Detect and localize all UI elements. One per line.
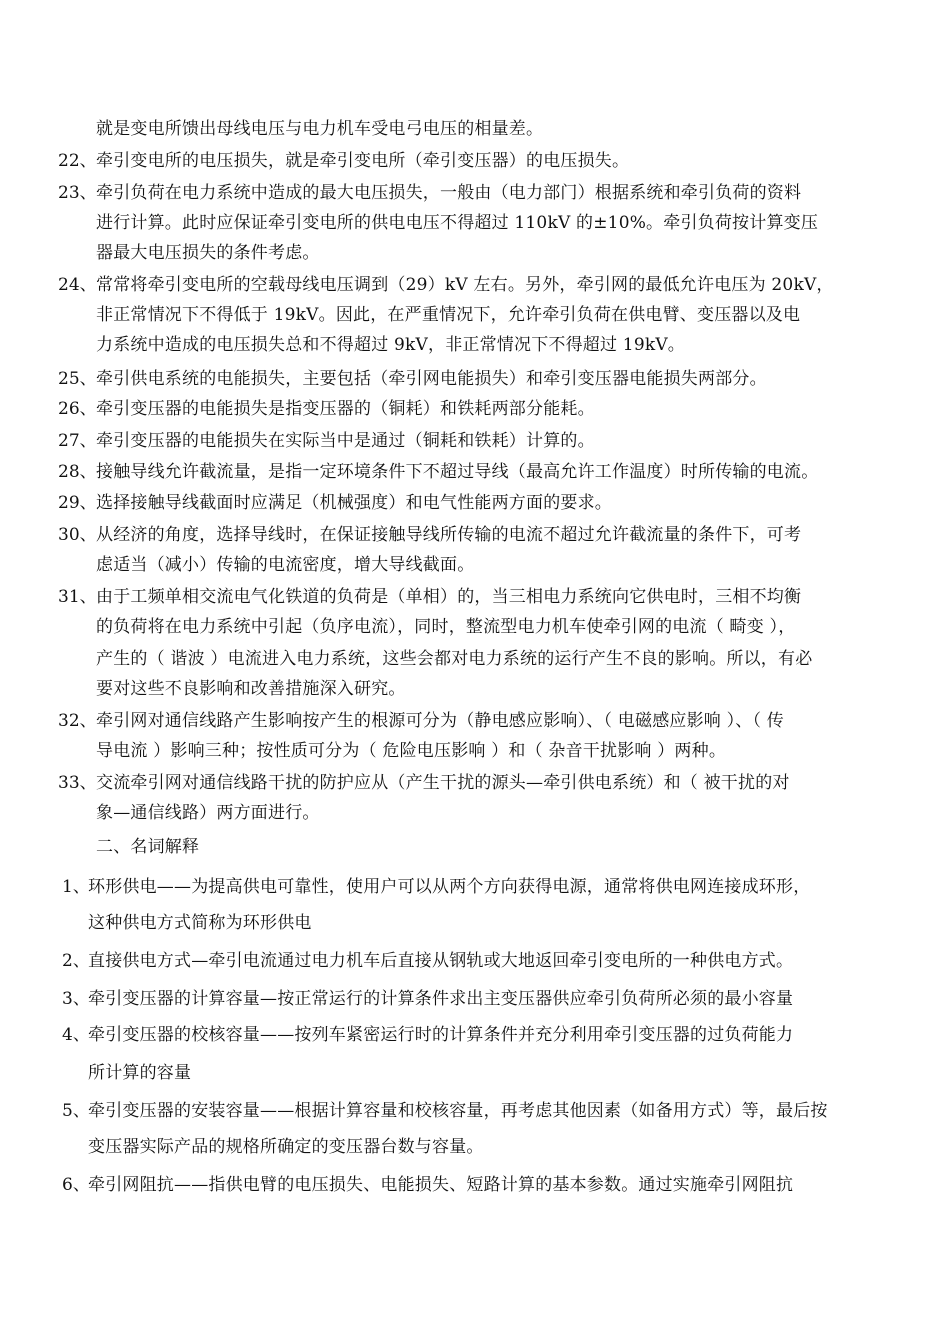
item-number: 1、 xyxy=(62,877,90,897)
item-line: 牵引变压器的计算容量—按正常运行的计算条件求出主变压器供应牵引负荷所必须的最小容量 xyxy=(88,989,794,1009)
item-line: 器最大电压损失的条件考虑。 xyxy=(96,243,320,263)
item-line: 交流牵引网对通信线路干扰的防护应从（产生干扰的源头—牵引供电系统）和（ 被干扰的对 xyxy=(96,773,790,793)
item-line: 牵引变压器的电能损失是指变压器的（铜耗）和铁耗两部分能耗。 xyxy=(96,399,595,419)
item-line: 导电流 ）影响三种；按性质可分为（ 危险电压影响 ）和（ 杂音干扰影响 ）两种。 xyxy=(96,741,727,761)
item-number: 32、 xyxy=(58,711,97,731)
item-line: 直接供电方式—牵引电流通过电力机车后直接从钢轨或大地返回牵引变电所的一种供电方式。 xyxy=(88,951,794,971)
section-heading: 二、名词解释 xyxy=(96,837,200,857)
item-line: 牵引网对通信线路产生影响按产生的根源可分为（静电感应影响）、（ 电磁感应影响 ）、（ 传 xyxy=(96,711,785,731)
item-line: 从经济的角度，选择导线时，在保证接触导线所传输的电流不超过允许截流量的条件下，可考 xyxy=(96,525,802,545)
item-number: 22、 xyxy=(58,151,97,171)
item-line: 的负荷将在电力系统中引起（负序电流），同时，整流型电力机车使牵引网的电流（ 畸变 ）， xyxy=(96,617,796,637)
item-line: 象—通信线路）两方面进行。 xyxy=(96,803,320,823)
item-line: 常常将牵引变电所的空载母线电压调到（29）kV 左右。另外，牵引网的最低允许电压为 20kV， xyxy=(96,275,834,295)
item-line: 牵引网阻抗——指供电臂的电压损失、电能损失、短路计算的基本参数。通过实施牵引网阻抗 xyxy=(88,1175,794,1195)
item-line: 环形供电——为提高供电可靠性，使用户可以从两个方向获得电源，通常将供电网连接成环形， xyxy=(88,877,811,897)
item-number: 6、 xyxy=(62,1175,90,1195)
item-number: 26、 xyxy=(58,399,97,419)
item-number: 23、 xyxy=(58,183,97,203)
item-line: 变压器实际产品的规格所确定的变压器台数与容量。 xyxy=(88,1137,484,1157)
item-line: 牵引变电所的电压损失，就是牵引变电所（牵引变压器）的电压损失。 xyxy=(96,151,630,171)
item-number: 3、 xyxy=(62,989,90,1009)
item-line: 接触导线允许截流量，是指一定环境条件下不超过导线（最高允许工作温度）时所传输的电流。 xyxy=(96,462,819,482)
item-line: 产生的（ 谐波 ）电流进入电力系统，这些会都对电力系统的运行产生不良的影响。所以，有必 xyxy=(96,649,813,669)
item-line: 牵引供电系统的电能损失，主要包括（牵引网电能损失）和牵引变压器电能损失两部分。 xyxy=(96,369,767,389)
item-number: 31、 xyxy=(58,587,97,607)
item-line: 选择接触导线截面时应满足（机械强度）和电气性能两方面的要求。 xyxy=(96,493,612,513)
item-number: 2、 xyxy=(62,951,90,971)
item-number: 4、 xyxy=(62,1025,90,1045)
item-number: 25、 xyxy=(58,369,97,389)
item-number: 30、 xyxy=(58,525,97,545)
item-line: 牵引变压器的校核容量——按列车紧密运行时的计算条件并充分利用牵引变压器的过负荷能力 xyxy=(88,1025,794,1045)
item-line: 牵引变压器的安装容量——根据计算容量和校核容量，再考虑其他因素（如备用方式）等，最后按 xyxy=(88,1101,828,1121)
item-line: 非正常情况下不得低于 19kV。因此，在严重情况下，允许牵引负荷在供电臂、变压器以及电 xyxy=(96,305,801,325)
item-number: 29、 xyxy=(58,493,97,513)
item-number: 27、 xyxy=(58,431,97,451)
item-line: 由于工频单相交流电气化铁道的负荷是（单相）的，当三相电力系统向它供电时，三相不均衡 xyxy=(96,587,802,607)
item-line: 牵引变压器的电能损失在实际当中是通过（铜耗和铁耗）计算的。 xyxy=(96,431,595,451)
item-line: 所计算的容量 xyxy=(88,1063,192,1083)
item-line: 牵引负荷在电力系统中造成的最大电压损失，一般由（电力部门）根据系统和牵引负荷的资料 xyxy=(96,183,802,203)
item-number: 24、 xyxy=(58,275,97,295)
item-line: 力系统中造成的电压损失总和不得超过 9kV，非正常情况下不得超过 19kV。 xyxy=(96,335,686,355)
carryover-line: 就是变电所馈出母线电压与电力机车受电弓电压的相量差。 xyxy=(96,119,544,139)
item-line: 进行计算。此时应保证牵引变电所的供电电压不得超过 110kV 的±10%。牵引负荷按计算变压 xyxy=(96,213,819,233)
item-number: 28、 xyxy=(58,462,97,482)
item-line: 要对这些不良影响和改善措施深入研究。 xyxy=(96,679,406,699)
item-number: 33、 xyxy=(58,773,97,793)
item-number: 5、 xyxy=(62,1101,90,1121)
item-line: 虑适当（减小）传输的电流密度，增大导线截面。 xyxy=(96,555,475,575)
item-line: 这种供电方式简称为环形供电 xyxy=(88,913,312,933)
